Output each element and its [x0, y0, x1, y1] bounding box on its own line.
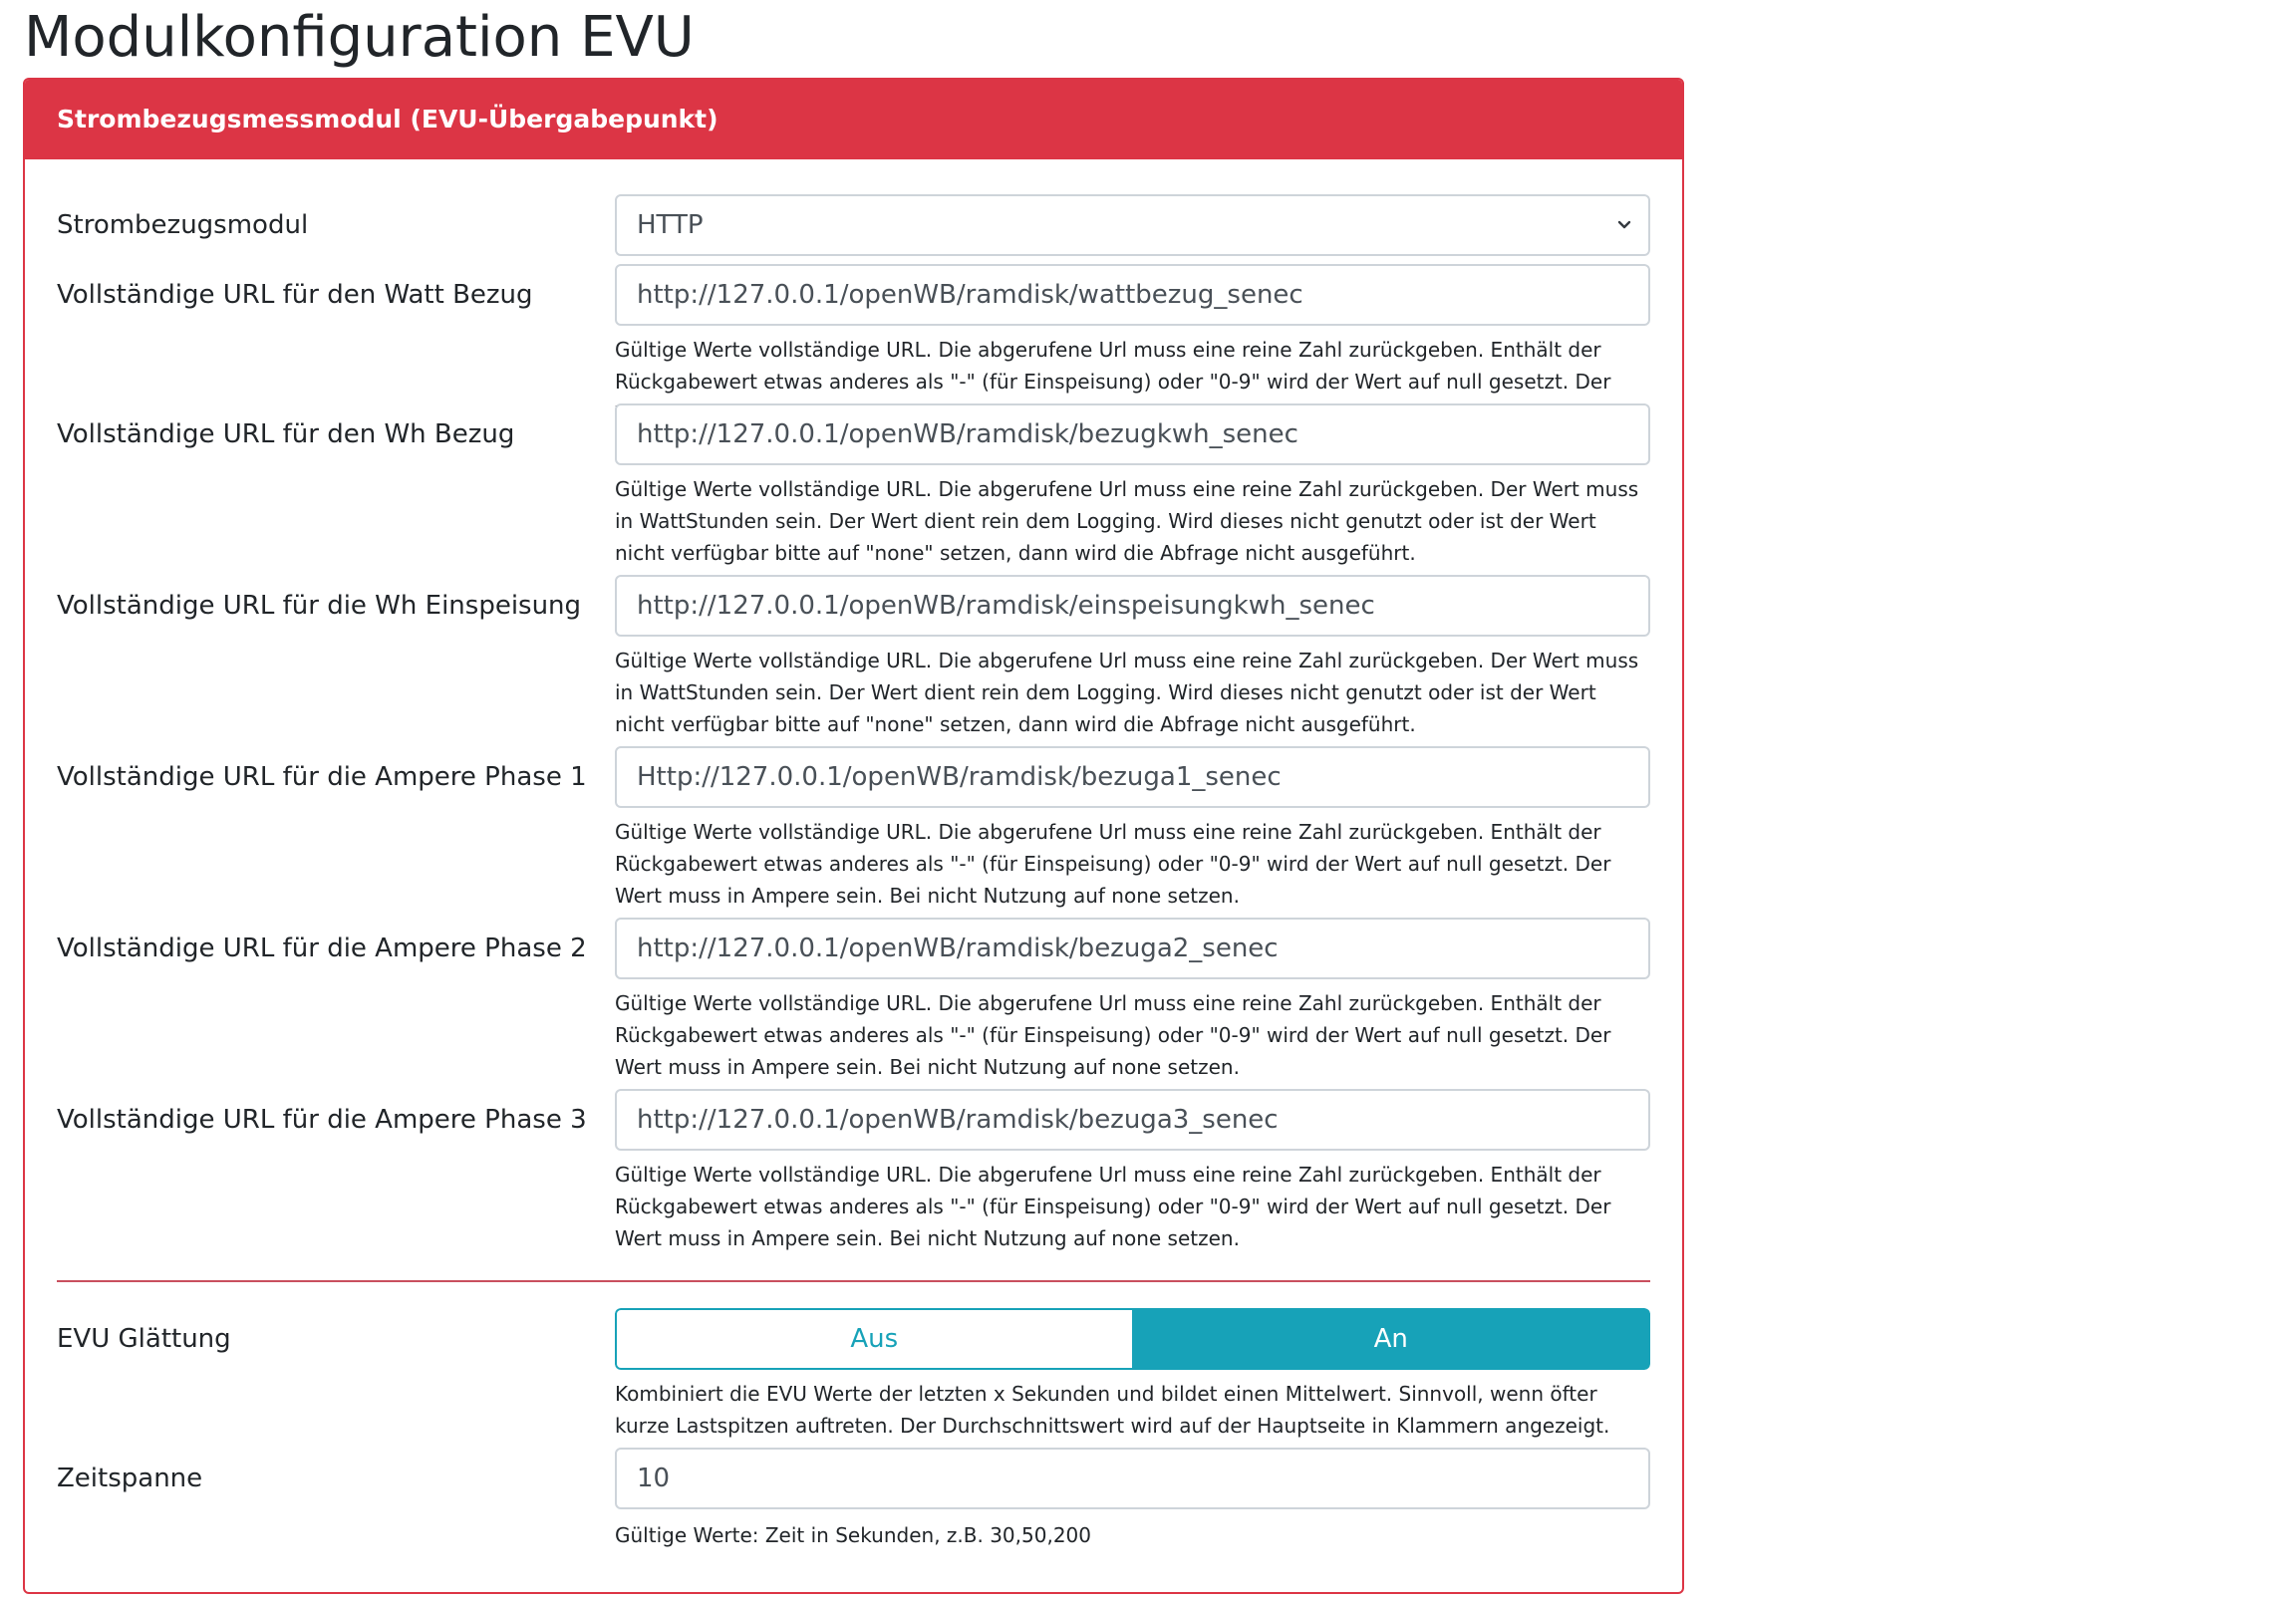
help-text: Gültige Werte vollständige URL. Die abgerufene Url muss eine reine Zahl zurückgeben. Der Wert muss in WattStunden sein. Der Wert dient rein dem Logging. Wird dieses nicht genutzt oder ist der Wert nicht verfügbar bitte auf "none" setzen, dann wird die Abfrage nicht ausgeführt.	[615, 477, 1639, 565]
url-input-wh-bezug[interactable]: http://127.0.0.1/openWB/ramdisk/bezugkwh_senec	[615, 403, 1650, 465]
field-label: Vollständige URL für den Watt Bezug	[57, 280, 533, 310]
field-label: Vollständige URL für die Ampere Phase 1	[57, 762, 587, 792]
smoothing-on-button[interactable]: An	[1132, 1308, 1651, 1370]
module-select-value: HTTP	[637, 210, 704, 240]
help-text: Gültige Werte: Zeit in Sekunden, z.B. 30,50,200	[615, 1523, 1091, 1547]
help-text: Gültige Werte vollständige URL. Die abgerufene Url muss eine reine Zahl zurückgeben. Enthält der Rückgabewert etwas anderes als "-" (für Einspeisung) oder "0-9" wird der Wert auf null gesetzt. Der Wert muss in Ampere sein. Bei nicht Nutzung auf none setzen.	[615, 1163, 1611, 1250]
field-label: Vollständige URL für die Wh Einspeisung	[57, 591, 582, 621]
timespan-input[interactable]: 10	[615, 1448, 1650, 1509]
url-input-wh-einspeisung[interactable]: http://127.0.0.1/openWB/ramdisk/einspeisungkwh_senec	[615, 575, 1650, 637]
help-text: Gültige Werte vollständige URL. Die abgerufene Url muss eine reine Zahl zurückgeben. Enthält der Rückgabewert etwas anderes als "-" (für Einspeisung) oder "0-9" wird der Wert auf null gesetzt. Der Wert muss in Ampere sein. Bei nicht Nutzung auf none setzen.	[615, 820, 1611, 908]
page-title: Modulkonfiguration EVU	[24, 5, 695, 70]
help-text: Gültige Werte vollständige URL. Die abgerufene Url muss eine reine Zahl zurückgeben. Der Wert muss in WattStunden sein. Der Wert dient rein dem Logging. Wird dieses nicht genutzt oder ist der Wert nicht verfügbar bitte auf "none" setzen, dann wird die Abfrage nicht ausgeführt.	[615, 649, 1639, 736]
chevron-down-icon	[1614, 215, 1634, 235]
card-header: Strombezugsmessmodul (EVU-Übergabepunkt)	[25, 80, 1682, 159]
timespan-label: Zeitspanne	[57, 1464, 203, 1493]
url-input-ampere-phase-1[interactable]: Http://127.0.0.1/openWB/ramdisk/bezuga1_senec	[615, 746, 1650, 808]
url-input-watt-bezug[interactable]: http://127.0.0.1/openWB/ramdisk/wattbezug_senec	[615, 264, 1650, 326]
smoothing-off-button[interactable]: Aus	[615, 1308, 1132, 1370]
section-divider	[57, 1280, 1650, 1282]
module-select[interactable]	[615, 194, 1650, 256]
help-text: Gültige Werte vollständige URL. Die abgerufene Url muss eine reine Zahl zurückgeben. Enthält der Rückgabewert etwas anderes als "-" (für Einspeisung) oder "0-9" wird der Wert auf null gesetzt. Der	[615, 338, 1611, 394]
smoothing-toggle	[615, 1308, 1650, 1370]
field-label: Vollständige URL für den Wh Bezug	[57, 419, 515, 449]
help-text: Gültige Werte vollständige URL. Die abgerufene Url muss eine reine Zahl zurückgeben. Enthält der Rückgabewert etwas anderes als "-" (für Einspeisung) oder "0-9" wird der Wert auf null gesetzt. Der Wert muss in Ampere sein. Bei nicht Nutzung auf none setzen.	[615, 991, 1611, 1079]
field-label: Vollständige URL für die Ampere Phase 3	[57, 1105, 587, 1135]
field-label: Vollständige URL für die Ampere Phase 2	[57, 933, 587, 963]
module-label: Strombezugsmodul	[57, 210, 309, 240]
url-input-ampere-phase-2[interactable]: http://127.0.0.1/openWB/ramdisk/bezuga2_senec	[615, 918, 1650, 979]
help-text: Kombiniert die EVU Werte der letzten x Sekunden und bildet einen Mittelwert. Sinnvoll, wenn öfter kurze Lastspitzen auftreten. Der Durchschnittswert wird auf der Hauptseite in Klammern angezeigt.	[615, 1382, 1610, 1438]
url-input-ampere-phase-3[interactable]: http://127.0.0.1/openWB/ramdisk/bezuga3_senec	[615, 1089, 1650, 1151]
smoothing-label: EVU Glättung	[57, 1324, 231, 1354]
evu-module-card	[23, 78, 1684, 1594]
